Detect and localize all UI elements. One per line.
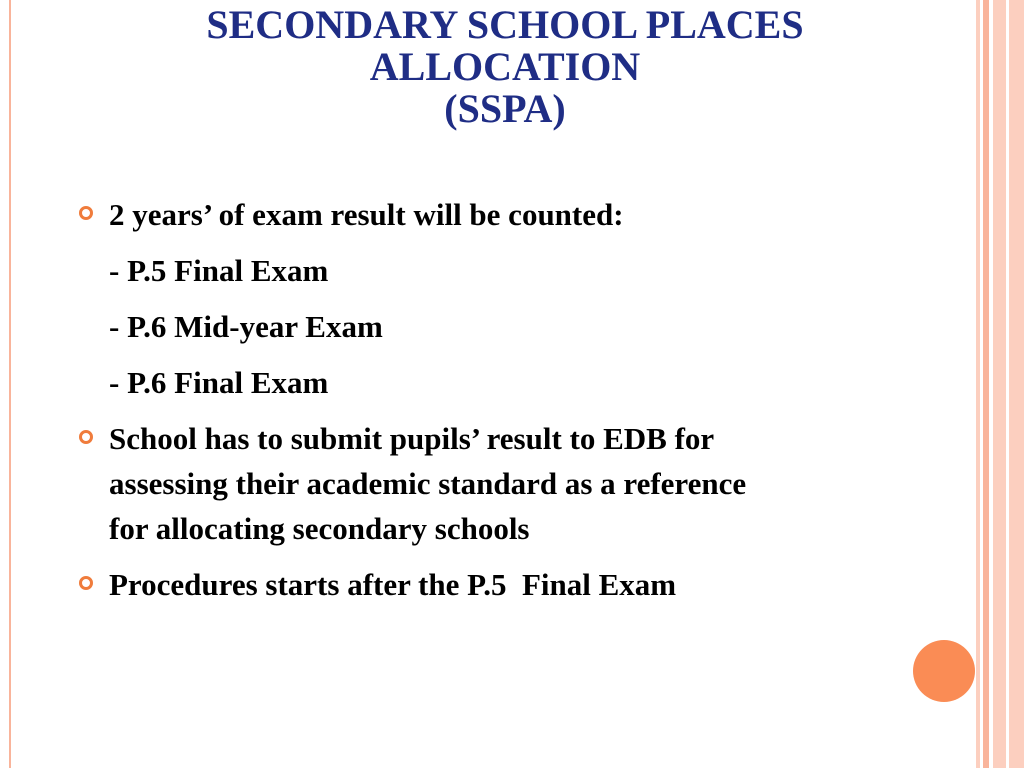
slide-title	[90, 4, 920, 130]
circle-bullet-icon	[79, 576, 93, 590]
bullet-text-line: assessing their academic standard as a reference	[109, 466, 747, 501]
bullet-text-line: for allocating secondary schools	[109, 511, 530, 546]
slide-body	[78, 192, 958, 607]
bullet-text: Procedures starts after the P.5 Final Exam	[109, 567, 677, 602]
circle-bullet-icon	[79, 430, 93, 444]
right-stripe-4	[1009, 0, 1024, 768]
sub-item: - P.6 Final Exam	[109, 365, 329, 400]
decorative-orange-circle	[913, 640, 975, 702]
bullet-item-exam-results	[78, 192, 958, 237]
sub-item: - P.6 Mid-year Exam	[109, 309, 383, 344]
circle-bullet-icon	[79, 206, 93, 220]
bullet-item-submit-results	[78, 416, 958, 551]
sub-item: - P.5 Final Exam	[109, 253, 329, 288]
right-stripe-3	[993, 0, 1006, 768]
left-border-line	[9, 0, 11, 768]
title-line-1: SECONDARY SCHOOL PLACES	[206, 2, 804, 47]
bullet-text-line: School has to submit pupils’ result to EDB for	[109, 421, 715, 456]
bullet-item-procedures	[78, 562, 958, 607]
title-line-2: ALLOCATION	[369, 44, 641, 89]
bullet-text: 2 years’ of exam result will be counted:	[109, 197, 624, 232]
right-stripe-2	[983, 0, 989, 768]
right-stripe-1	[976, 0, 980, 768]
title-line-3: (SSPA)	[444, 86, 566, 131]
